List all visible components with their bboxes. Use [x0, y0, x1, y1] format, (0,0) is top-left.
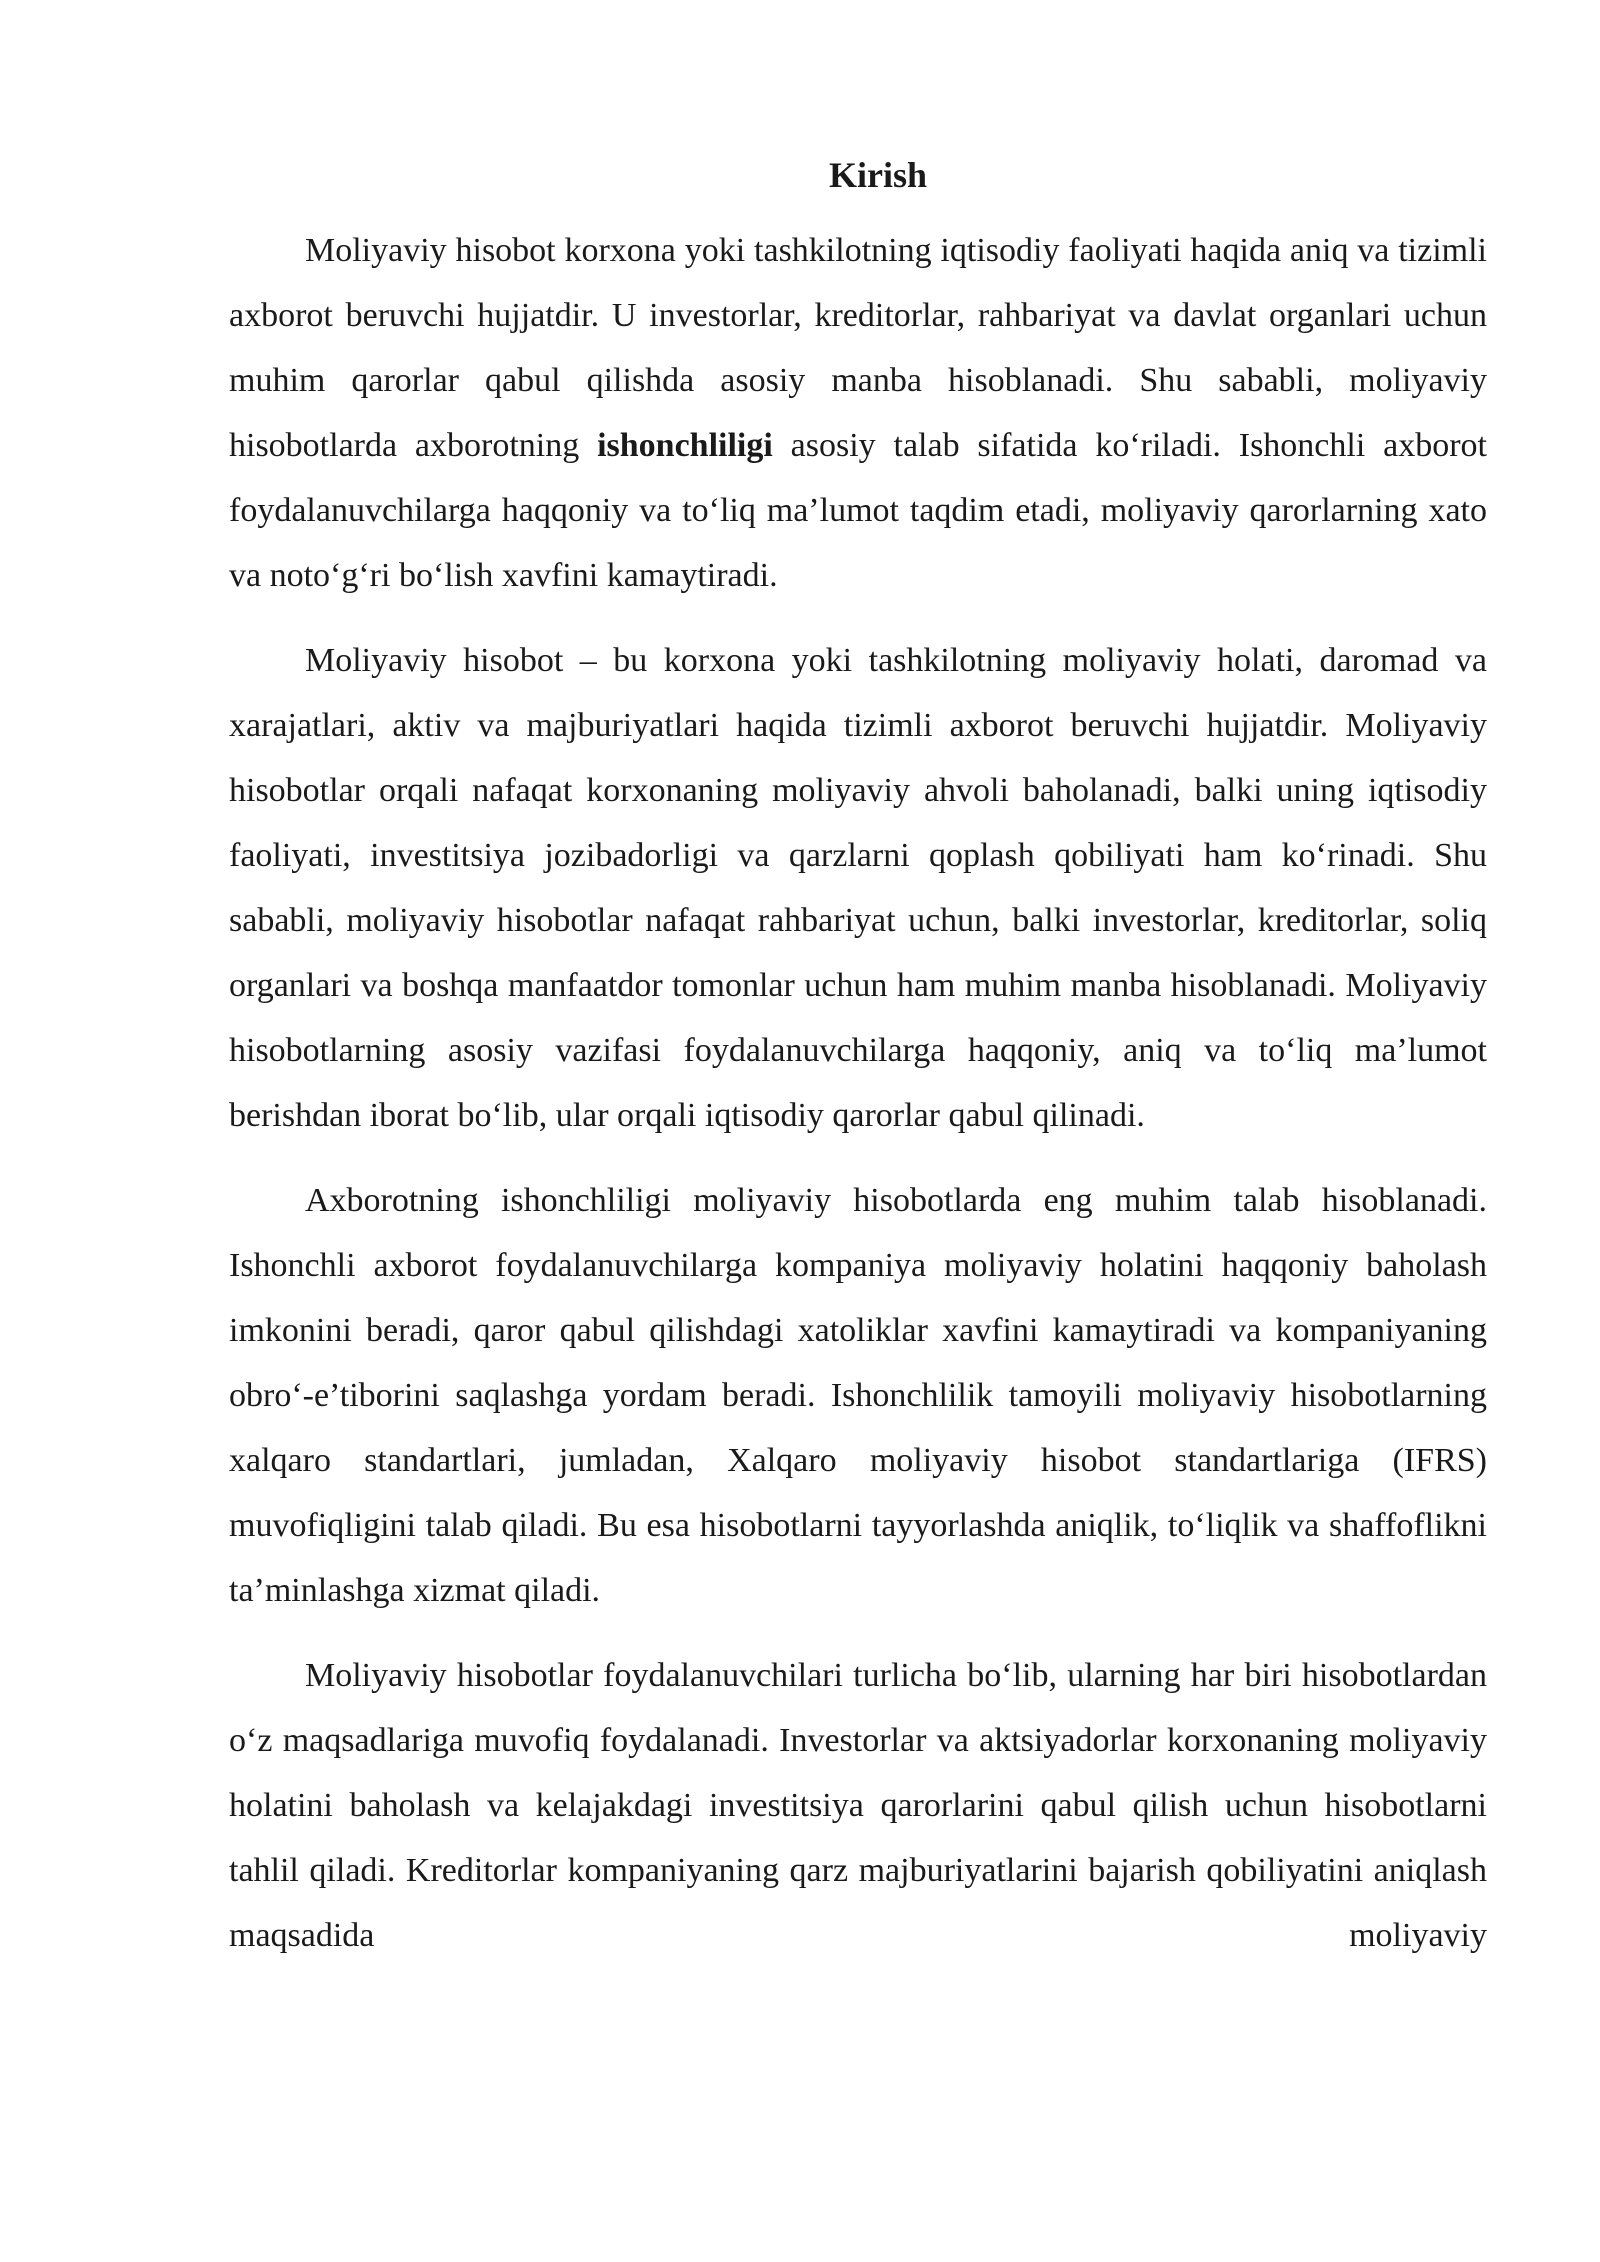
paragraph-1-bold-term: ishonchliligi — [597, 427, 773, 464]
paragraph-2: Moliyaviy hisobot – bu korxona yoki tashkilotning moliyaviy holati, daromad va xarajatlari, aktiv va majburiyatlari haqida tizimli axborot beruvchi hujjatdir. Moliyaviy hisobotlar orqali nafaqat korxonaning moliyaviy ahvoli baholanadi, balki uning iqtisodiy faoliyati, investitsiya jozibadorligi va qarzlarni qoplash qobiliyati ham ko‘rinadi. Shu sababli, moliyaviy hisobotlar nafaqat rahbariyat uchun, balki investorlar, kreditorlar, soliq organlari va boshqa manfaatdor tomonlar uchun ham muhim manba hisoblanadi. Moliyaviy hisobotlarning asosiy vazifasi foydalanuvchilarga haqqoniy, aniq va to‘liq ma’lumot berishdan iborat bo‘lib, ular orqali iqtisodiy qarorlar qabul qilinadi. — [229, 642, 1487, 1134]
document-title: Kirish — [828, 155, 927, 195]
paragraph-1-text-start: Moliyaviy hisobot korxona yoki tashkilotning iqtisodiy faoliyati haqida aniq va tizimli axborot beruvchi hujjatdir. U investorlar, kreditorlar, rahbariyat va davlat organlari uchun muhim qarorlar qabul qilishda asosiy manba hisoblanadi. Shu sababli, moliyaviy hisobotlarda axborotning — [229, 232, 1487, 464]
paragraph-1 — [229, 218, 1487, 608]
document-page — [229, 148, 1487, 1988]
paragraph-4: Moliyaviy hisobotlar foydalanuvchilari turlicha bo‘lib, ularning har biri hisobotlardan o‘z maqsadlariga muvofiq foydalanadi. Investorlar va aktsiyadorlar korxonaning moliyaviy holatini baholash va kelajakdagi investitsiya qarorlarini qabul qilish uchun hisobotlarni tahlil qiladi. Kreditorlar kompaniyaning qarz majburiyatlarini bajarish qobiliyatini aniqlash maqsadida moliyaviy — [229, 1657, 1487, 1954]
paragraph-1-text-end: asosiy talab sifatida ko‘riladi. Ishonchli axborot foydalanuvchilarga haqqoniy va to‘liq ma’lumot taqdim etadi, moliyaviy qarorlarning xato va noto‘g‘ri bo‘lish xavfini kamaytiradi. — [229, 427, 1487, 594]
paragraph-3: Axborotning ishonchliligi moliyaviy hisobotlarda eng muhim talab hisoblanadi. Ishonchli axborot foydalanuvchilarga kompaniya moliyaviy holatini haqqoniy baholash imkonini beradi, qaror qabul qilishdagi xatoliklar xavfini kamaytiradi va kompaniyaning obro‘-e’tiborini saqlashga yordam beradi. Ishonchlilik tamoyili moliyaviy hisobotlarning xalqaro standartlari, jumladan, Xalqaro moliyaviy hisobot standartlariga (IFRS) muvofiqligini talab qiladi. Bu esa hisobotlarni tayyorlashda aniqlik, to‘liqlik va shaffoflikni ta’minlashga xizmat qiladi. — [229, 1182, 1487, 1609]
